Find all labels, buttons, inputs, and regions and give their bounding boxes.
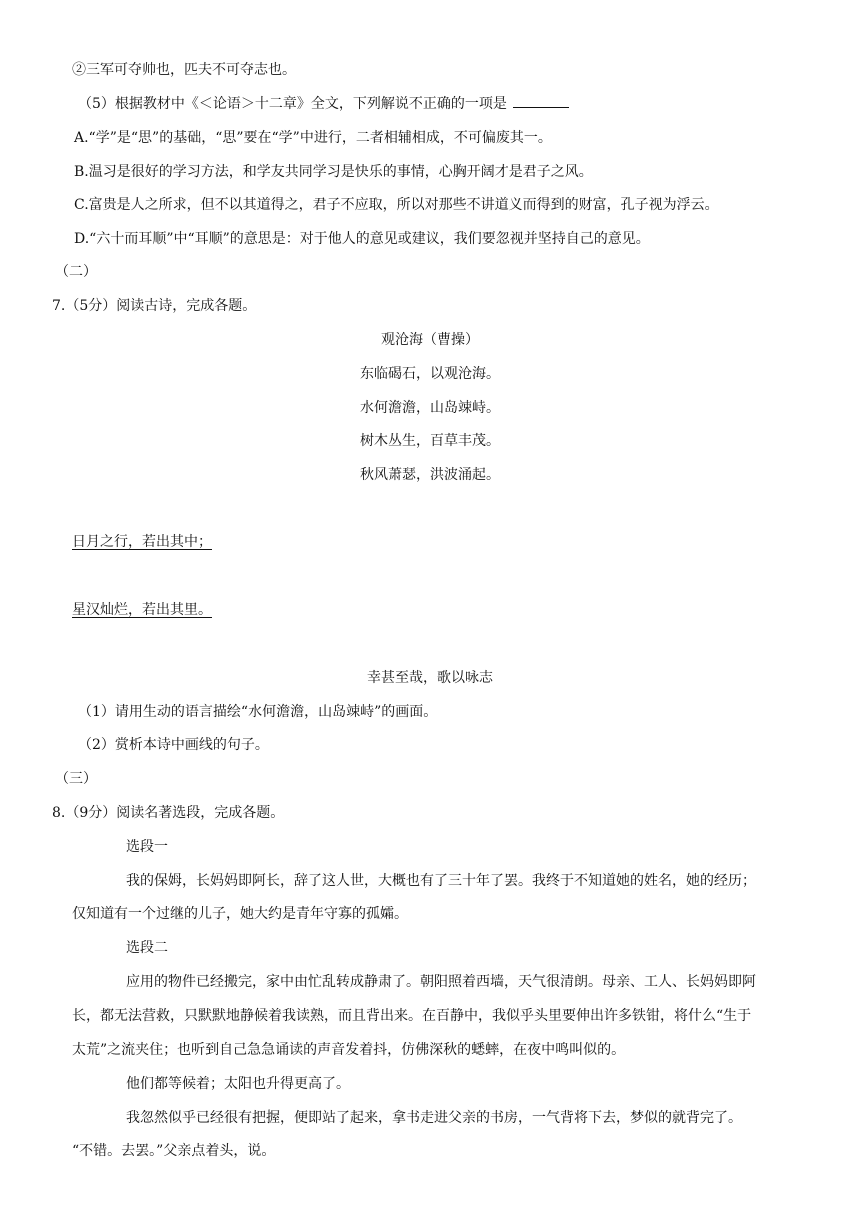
excerpt-one-label: 选段一 bbox=[126, 839, 168, 855]
excerpt-two-line: 他们都等候着；太阳也升得更高了。 bbox=[126, 1076, 350, 1092]
question-5 bbox=[78, 94, 569, 114]
poem-closing-line: 幸甚至哉，歌以咏志 bbox=[367, 670, 493, 686]
excerpt-one-line: 仅知道有一个过继的儿子，她大约是青年守寡的孤孀。 bbox=[72, 906, 408, 922]
answer-blank bbox=[513, 95, 569, 108]
excerpt-two-line: “不错。去罢。”父亲点着头，说。 bbox=[72, 1143, 276, 1159]
excerpt-two-line: 长，都无法营救，只默默地静候着我读熟，而且背出来。在百静中，我似乎头里要伸出许多铁钳，将什么“生于 bbox=[72, 1008, 752, 1024]
quote-item: ②三军可夺帅也，匹夫不可夺志也。 bbox=[72, 62, 296, 78]
poem-title: 观沧海（曹操） bbox=[381, 332, 479, 348]
question-5-text: （5）根据教材中《＜论语＞十二章》全文，下列解说不正确的一项是 bbox=[78, 96, 507, 112]
option-c: C.富贵是人之所求，但不以其道得之，君子不应取，所以对那些不讲道义而得到的财富，孔子视为浮云。 bbox=[74, 197, 719, 213]
question-7: 7.（5分）阅读古诗，完成各题。 bbox=[52, 298, 257, 314]
excerpt-one-line: 我的保姆，长妈妈即阿长，辞了这人世，大概也有了三十年了罢。我终于不知道她的姓名，她的经历； bbox=[126, 873, 756, 889]
excerpt-two-line: 我忽然似乎已经很有把握，便即站了起来，拿书走进父亲的书房，一气背将下去，梦似的就背完了。 bbox=[126, 1110, 742, 1126]
section-heading-three: （三） bbox=[55, 771, 97, 787]
sub-question-2: （2）赏析本诗中画线的句子。 bbox=[78, 737, 269, 753]
sub-question-1: （1）请用生动的语言描绘“水何澹澹，山岛竦峙”的画面。 bbox=[78, 704, 438, 720]
option-d: D.“六十而耳顺”中“耳顺”的意思是：对于他人的意见或建议，我们要忽视并坚持自己的意见。 bbox=[74, 231, 650, 247]
poem-line: 树木丛生，百草丰茂。 bbox=[360, 433, 500, 449]
section-heading-two: （二） bbox=[55, 264, 97, 280]
underlined-poem-line: 星汉灿烂，若出其里。 bbox=[72, 602, 212, 618]
option-a: A.“学”是“思”的基础，“思”要在“学”中进行，二者相辅相成，不可偏废其一。 bbox=[74, 130, 552, 146]
excerpt-two-line: 应用的物件已经搬完，家中由忙乱转成静肃了。朝阳照着西墙，天气很清朗。母亲、工人、长妈妈即阿 bbox=[126, 974, 756, 990]
excerpt-two-line: 太荒”之流夹住；也听到自己急急诵读的声音发着抖，仿佛深秋的蟋蟀，在夜中鸣叫似的。 bbox=[72, 1042, 626, 1058]
excerpt-two-label: 选段二 bbox=[126, 940, 168, 956]
question-8: 8.（9分）阅读名著选段，完成各题。 bbox=[52, 805, 285, 821]
poem-line: 秋风萧瑟，洪波涌起。 bbox=[360, 467, 500, 483]
option-b: B.温习是很好的学习方法，和学友共同学习是快乐的事情，心胸开阔才是君子之风。 bbox=[74, 164, 593, 180]
underlined-poem-line: 日月之行，若出其中； bbox=[72, 534, 212, 550]
poem-line: 水何澹澹，山岛竦峙。 bbox=[360, 400, 500, 416]
poem-line: 东临碣石，以观沧海。 bbox=[360, 366, 500, 382]
